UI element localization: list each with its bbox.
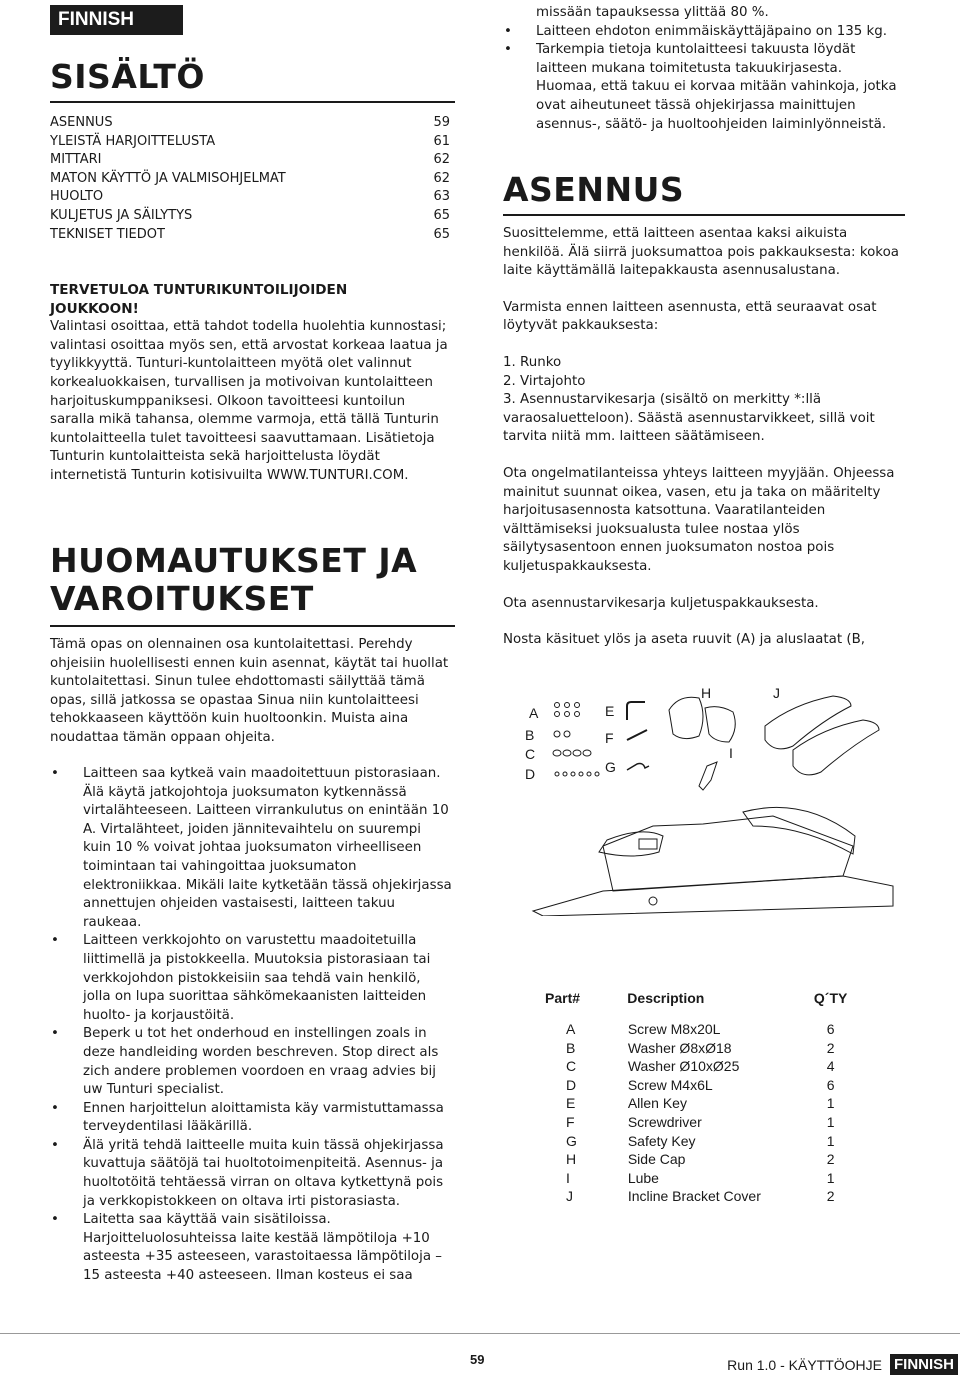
assembly-p4: Ota asennustarvikesarja kuljetuspakkauksesta. — [503, 595, 819, 611]
footer-language-tab: FINNISH — [890, 1354, 958, 1375]
label-a: A — [529, 705, 539, 721]
toc-item[interactable]: YLEISTÄ HARJOITTELUSTA 61 — [50, 133, 450, 149]
toc-item[interactable]: MATON KÄYTTÖ JA VALMISOHJELMAT 62 — [50, 170, 450, 186]
toc-item[interactable]: HUOLTO 63 — [50, 189, 450, 205]
parts-illustration — [503, 676, 905, 916]
language-tab: FINNISH — [50, 5, 183, 35]
warnings-list — [50, 765, 452, 1286]
assembly-p3: Ota ongelmatilanteissa yhteys laitteen myyjään. Ohjeessa mainitut suunnat oikea, vasen, etu ja taka on määritelty harjoitusasennosta katsottuna. Vaaratilanteiden välttämiseksi juoksualusta tulee nostaa ylös säilytysasentoon ennen juoksumaton nostoa pois kuljetuspakkauksesta. — [503, 465, 895, 574]
parts-row: J Incline Bracket Cover 2 — [566, 1188, 835, 1205]
label-c: C — [525, 746, 536, 762]
label-e: E — [605, 703, 615, 719]
label-g: G — [605, 759, 616, 775]
label-h: H — [701, 685, 712, 701]
warning-item: • Laitetta saa käyttää vain sisätiloissa. Harjoitteluolosuhteissa laite kestää lämpötiloja +10 asteesta +35 asteeseen, varastoitaessa lämpötiloja –15 asteesta +40 asteeseen. Ilman kosteus ei saa — [50, 1211, 452, 1285]
parts-row: F Screwdriver 1 — [566, 1113, 835, 1130]
warnings-intro: Tämä opas on olennainen osa kuntolaitettasi. Perehdy ohjeisiin huolellisesti ennen kuin asennat, käytät tai huollat kuntolaitettasi. Sinun tulee ehdottomasti säilyttää tämä opas, sillä jatkossa se opastaa Sinua niin kuntolaitteesi tehokkaaseen käyttöön kuin huoltoonkin. Muista aina noudattaa tämän oppaan ohjeita. — [50, 637, 449, 745]
allen-key-icon — [627, 702, 645, 720]
washer-b-icons — [554, 731, 570, 737]
label-b: B — [525, 727, 535, 743]
label-j: J — [773, 685, 780, 701]
warning-item: • Laitteen saa kytkeä vain maadoitettuun pistorasiaan. Älä käytä jatkojohtoja juoksumaton kytkennässä virtalähteeseen. Laitteen virrankulutus on enintään 10 A. Virtalähteet, joiden jännitevaihtelu on suurempi kuin 10 % voivat johtaa juoksumaton virheelliseen toimintaan tai vahingoittaa juoksumaton elektroniikkaa. Mikäli laite kytketään tässä ohjekirjassa annettujen ohjeiden vastaisesti, laitteen takuu raukeaa. — [50, 765, 452, 932]
assembly-body — [503, 225, 905, 650]
manual-name: Run 1.0 - KÄYTTÖOHJE — [727, 1356, 882, 1373]
treadmill-icon — [533, 807, 893, 916]
assembly-p1: Suosittelemme, että laitteen asentaa kaksi aikuista henkilöä. Älä siirrä juoksumattoa pois pakkauksesta: kokoa laite käyttämällä laitepakkausta asennusalustana. — [503, 226, 899, 279]
parts-row: B Washer Ø8xØ18 2 — [566, 1039, 835, 1056]
warning-item: • Beperk u tot het onderhoud en instellingen zoals in deze handleiding worden beschreven. Stop direct als zich andere problemen voordoen en vraag advies bij uw Tunturi specialist. — [50, 1025, 452, 1099]
parts-row: H Side Cap 2 — [566, 1151, 835, 1168]
assembly-list-item: 1. Runko — [503, 354, 562, 370]
footer-label — [727, 1354, 958, 1375]
label-f: F — [605, 730, 614, 746]
parts-row: E Allen Key 1 — [566, 1095, 835, 1112]
assembly-p2: Varmista ennen laitteen asennusta, että seuraavat osat löytyvät pakkauksesta: — [503, 299, 877, 334]
toc-list — [50, 114, 450, 244]
right-bullet-item: • Tarkempia tietoja kuntolaitteesi takuusta löydät laitteen mukana toimitetusta takuukirjasesta. Huomaa, että takuu ei korvaa mitään vahinkoja, jotka ovat aiheutuneet tässä ohjekirjassa mainittujen asennus-, säätö- ja huoltoohjeiden laiminlyönneistä. — [503, 41, 905, 134]
toc-item[interactable]: MITTARI 62 — [50, 152, 450, 168]
warning-item: • Älä yritä tehdä laitteelle muita kuin tässä ohjekirjassa kuvattuja säätöjä tai huoltotoimenpiteitä. Asennus- ja huoltotöitä tehtäessä virran on oltava kytkettynä pois ja verkkopistokkeen on oltava irti pistorasiasta. — [50, 1137, 452, 1211]
assembly-rule — [503, 214, 905, 216]
washer-c-icons — [553, 750, 591, 756]
toc-title-rule — [50, 101, 455, 103]
assembly-p5: Nosta käsituet ylös ja aseta ruuvit (A) ja aluslaatat (B, — [503, 632, 866, 648]
screw-a-icons — [555, 703, 580, 717]
side-cap-icon — [669, 697, 703, 738]
screwdriver-icon — [627, 730, 647, 740]
toc-item[interactable]: KULJETUS JA SÄILYTYS 65 — [50, 207, 450, 223]
page-number: 59 — [470, 1352, 485, 1367]
parts-row: I Lube 1 — [566, 1169, 835, 1186]
label-i: I — [729, 745, 733, 761]
warnings-heading: HUOMAUTUKSET JA VAROITUKSET — [50, 541, 418, 618]
right-bullet-item: • Laitteen ehdoton enimmäiskäyttäjäpaino on 135 kg. — [503, 23, 905, 42]
welcome-heading: TERVETULOA TUNTURIKUNTOILIJOIDEN JOUKKOON! — [50, 282, 348, 317]
right-continuation: missään tapauksessa ylittää 80 %. • Laitteen ehdoton enimmäiskäyttäjäpaino on 135 kg. • Tarkempia tietoja kuntolaitteesi takuusta löydät laitteen mukana toimitetusta takuukirjasesta. Huomaa, että takuu ei korvaa mitään vahinkoja, jotka ovat aiheutuneet tässä ohjekirjassa mainittujen asennus-, säätö- ja huoltoohjeiden laiminlyönneistä. — [503, 4, 905, 134]
footer-rule — [0, 1333, 960, 1334]
lube-icon — [699, 762, 717, 790]
welcome-section — [50, 281, 452, 486]
parts-table-header: Part# Description Q´TY — [545, 990, 848, 1006]
welcome-paragraph: Valintasi osoittaa, että tahdot todella huolehtia kunnostasi; valintasi osoittaa myös sen, että arvostat korkeaa laatua ja tyylikkyyttä. Tunturi-kuntolaitteen myötä olet valinnut korkealuokkaisen, turvallisen ja motivoivan kuntolaitteen harjoituskumppaniksesi. Olkoon tavoitteesi kuntoilun saralla mikä tahansa, olemme varmoja, että tällä Tunturin kuntolaitteella tulet tavoitteesi saavuttamaan. Lisätietoja Tunturin kuntolaitteista sekä harjoittelusta löydät internetistä Tunturin kotisivuilta WWW.TUNTURI.COM. — [50, 319, 448, 483]
parts-row: C Washer Ø10xØ25 4 — [566, 1058, 835, 1075]
toc-item[interactable]: TEKNISET TIEDOT 65 — [50, 226, 450, 242]
parts-table — [540, 990, 850, 1206]
assembly-list-item: 2. Virtajohto — [503, 373, 586, 389]
warnings-rule — [50, 625, 455, 627]
screw-d-icons — [555, 772, 599, 776]
safety-key-icon — [627, 764, 649, 771]
parts-row: D Screw M4x6L 6 — [566, 1076, 835, 1093]
incline-cover-icon — [765, 696, 851, 749]
toc-title: SISÄLTÖ — [50, 57, 205, 96]
warning-item: • Ennen harjoittelun aloittamista käy varmistuttamassa terveydentilasi lääkärillä. — [50, 1100, 452, 1137]
parts-row: A Screw M8x20L 6 — [566, 1021, 835, 1037]
right-bullets — [503, 23, 905, 135]
warning-item: • Laitteen verkkojohto on varustettu maadoitetuilla liittimellä ja pistokkeella. Muutoksia pistorasiaan tai verkkojohdon pistokkeisiin saa tehdä vain henkilö, jolla on lupa suorittaa sähkömekaanisten laitteiden huolto- ja korjaustöitä. — [50, 932, 452, 1025]
label-d: D — [525, 766, 536, 782]
toc-item[interactable]: ASENNUS 59 — [50, 115, 450, 130]
assembly-heading: ASENNUS — [503, 170, 685, 209]
assembly-list-item: 3. Asennustarvikesarja (sisältö on merkitty *:llä varaosaluetteloon). Säästä asennustarvikkeet, sillä voit tarvita niitä mm. laitteen säätämiseen. — [503, 392, 875, 445]
parts-row: G Safety Key 1 — [566, 1132, 835, 1149]
